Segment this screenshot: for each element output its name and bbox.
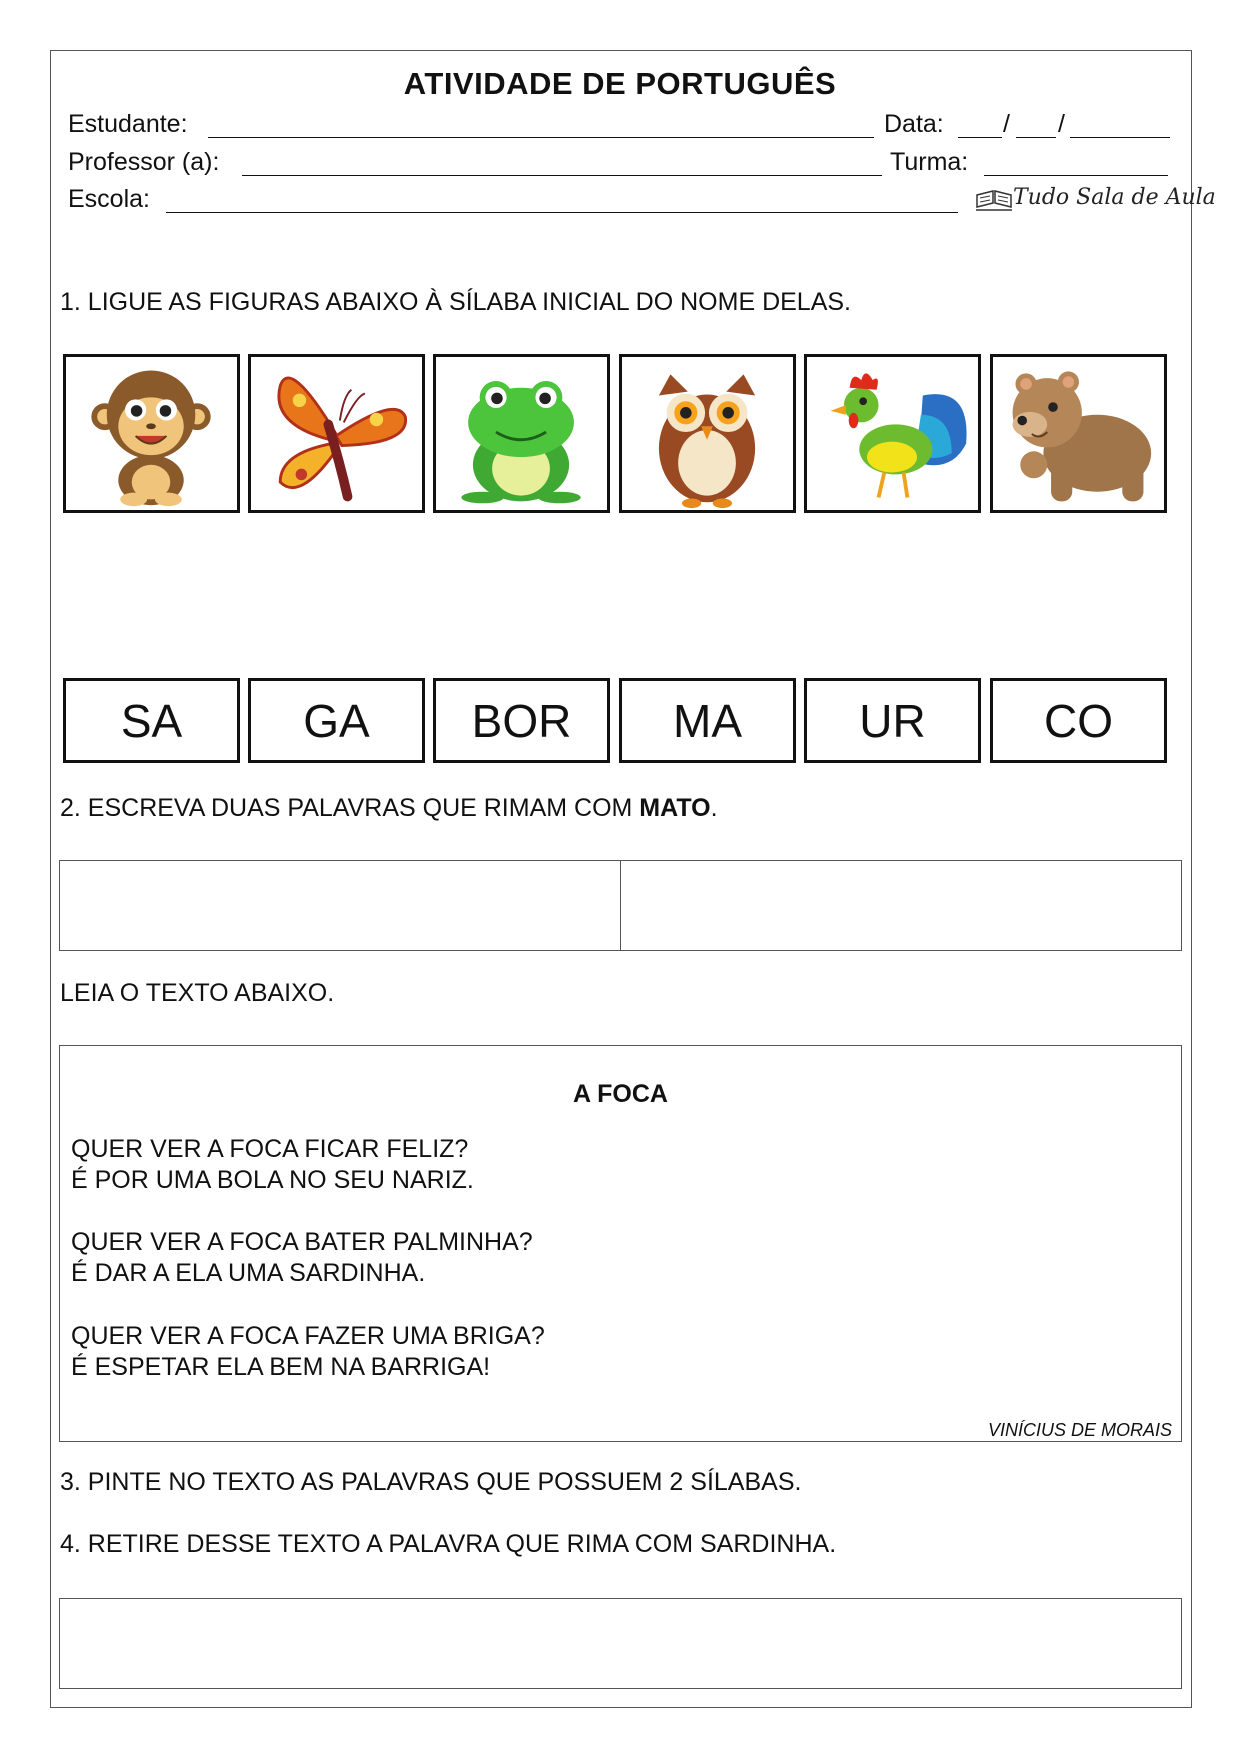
- logo-text: Tudo Sala de Aula: [1013, 185, 1216, 210]
- poem-line: QUER VER A FOCA FICAR FELIZ?: [71, 1135, 469, 1163]
- date-separator: /: [1058, 110, 1065, 138]
- question-4-text: 4. RETIRE DESSE TEXTO A PALAVRA QUE RIMA COM SARDINHA.: [60, 1530, 837, 1558]
- poem-box: [59, 1045, 1182, 1442]
- poem-author: VINÍCIUS DE MORAIS: [987, 1420, 1172, 1440]
- butterfly-picture[interactable]: [248, 354, 425, 513]
- date-year-field[interactable]: [1070, 137, 1170, 138]
- poem-stanza: [71, 1134, 474, 1196]
- page-title: ATIVIDADE DE PORTUGUÊS: [403, 66, 837, 101]
- bear-icon: [993, 357, 1164, 510]
- school-label: Escola:: [68, 185, 150, 213]
- question-1-text: 1. LIGUE AS FIGURAS ABAIXO À SÍLABA INICIAL DO NOME DELAS.: [60, 288, 852, 316]
- date-label: Data:: [884, 110, 944, 138]
- question-2-keyword: MATO: [639, 794, 711, 822]
- class-field[interactable]: [984, 175, 1168, 176]
- rhyme-answer-table: [59, 860, 1182, 951]
- syllable-box[interactable]: GA: [248, 678, 425, 763]
- syllable-box[interactable]: BOR: [433, 678, 610, 763]
- bear-picture[interactable]: [990, 354, 1167, 513]
- poem-title: A FOCA: [573, 1080, 668, 1108]
- rooster-icon: [807, 357, 978, 510]
- question-3-text: 3. PINTE NO TEXTO AS PALAVRAS QUE POSSUEM 2 SÍLABAS.: [60, 1468, 802, 1496]
- poem-line: É DAR A ELA UMA SARDINHA.: [71, 1259, 426, 1287]
- poem-stanza: [71, 1227, 533, 1289]
- monkey-icon: [66, 357, 237, 510]
- poem-line: QUER VER A FOCA BATER PALMINHA?: [71, 1228, 533, 1256]
- teacher-name-field[interactable]: [242, 175, 882, 176]
- monkey-picture[interactable]: [63, 354, 240, 513]
- student-name-field[interactable]: [208, 137, 874, 138]
- rhyme-answer-cell-2[interactable]: [620, 861, 1181, 950]
- syllable-box[interactable]: SA: [63, 678, 240, 763]
- frog-icon: [436, 357, 607, 510]
- question-4-answer-box[interactable]: [59, 1598, 1182, 1689]
- question-2-text: [60, 794, 718, 823]
- teacher-label: Professor (a):: [68, 148, 220, 176]
- butterfly-icon: [251, 357, 422, 510]
- poem-stanza: [71, 1321, 545, 1383]
- student-label: Estudante:: [68, 110, 188, 138]
- date-month-field[interactable]: [1016, 137, 1056, 138]
- owl-icon: [622, 357, 793, 510]
- logo: [975, 183, 1216, 217]
- date-separator: /: [1003, 110, 1010, 138]
- school-name-field[interactable]: [166, 212, 958, 213]
- syllable-box[interactable]: UR: [804, 678, 981, 763]
- question-2-prefix: 2. ESCREVA DUAS PALAVRAS QUE RIMAM COM: [60, 794, 640, 822]
- poem-line: É POR UMA BOLA NO SEU NARIZ.: [71, 1166, 474, 1194]
- class-label: Turma:: [890, 148, 969, 176]
- owl-picture[interactable]: [619, 354, 796, 513]
- book-icon: [975, 183, 1013, 213]
- rhyme-answer-cell-1[interactable]: [60, 861, 620, 950]
- question-2-suffix: .: [710, 794, 718, 822]
- poem-line: QUER VER A FOCA FAZER UMA BRIGA?: [71, 1322, 545, 1350]
- syllable-box[interactable]: MA: [619, 678, 796, 763]
- poem-line: É ESPETAR ELA BEM NA BARRIGA!: [71, 1353, 491, 1381]
- rooster-picture[interactable]: [804, 354, 981, 513]
- frog-picture[interactable]: [433, 354, 610, 513]
- syllable-box[interactable]: CO: [990, 678, 1167, 763]
- date-day-field[interactable]: [958, 137, 1002, 138]
- read-instruction: LEIA O TEXTO ABAIXO.: [60, 979, 335, 1007]
